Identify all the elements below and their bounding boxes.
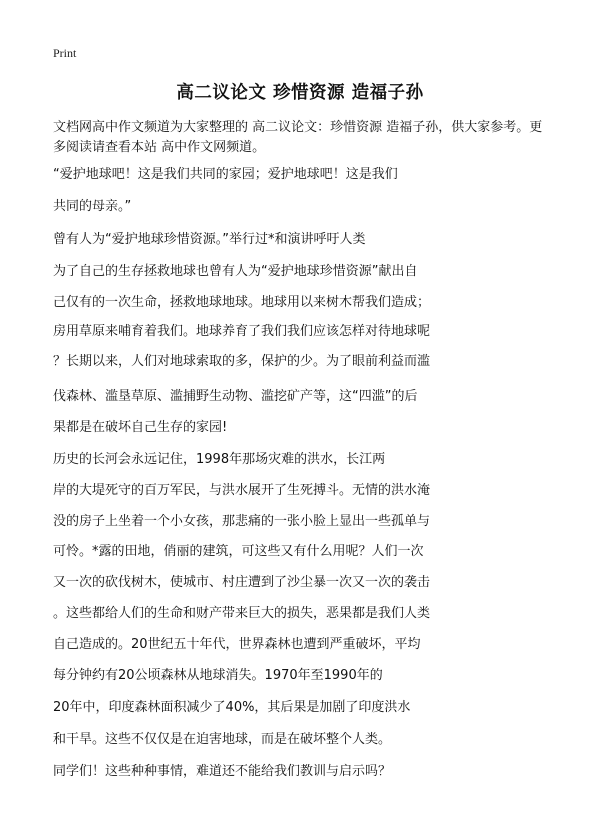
body-line: 自己造成的。20世纪五十年代，世界森林也遭到严重破坏，平均 (53, 637, 421, 652)
body-line: 和干旱。这些不仅仅是在迫害地球，而是在破坏整个人类。 (53, 732, 392, 747)
body-line: 20年中，印度森林面积减少了40%，其后果是加剧了印度洪水 (53, 700, 411, 715)
body-line: ？长期以来，人们对地球索取的多，保护的少。为了眼前利益而滥 (53, 354, 431, 369)
body-line: “爱护地球吧！这是我们共同的家园；爱护地球吧！这是我们 (53, 167, 398, 182)
body-line: 没的房子上坐着一个小女孩，那悲痛的一张小脸上显出一些孤单与 (53, 514, 431, 529)
body-line: 又一次的砍伐树木，使城市、村庄遭到了沙尘暴一次又一次的袭击 (53, 575, 431, 590)
body-line: 同学们！这些种种事情，难道还不能给我们教训与启示吗？ (53, 764, 392, 779)
body-line: 共同的母亲。” (53, 199, 132, 214)
body-line: 。这些都给人们的生命和财产带来巨大的损失，恶果都是我们人类 (53, 606, 431, 621)
body-line: 房用草原来哺育着我们。地球养育了我们我们应该怎样对待地球呢 (53, 324, 431, 339)
intro-paragraph: 文档网高中作文频道为大家整理的 高二议论文：珍惜资源 造福子孙，供大家参考。更多阅读请查看本站 高中作文网频道。 (53, 120, 543, 155)
print-link[interactable]: Print (53, 46, 77, 60)
body-line: 己仅有的一次生命，拯救地球地球。地球用以来树木帮我们造成； (53, 295, 431, 310)
body-line: 为了自己的生存拯救地球也曾有人为“爱护地球珍惜资源”献出自 (53, 264, 418, 279)
body-line: 伐森林、滥垦草原、滥捕野生动物、滥挖矿产等，这“四滥”的后 (53, 389, 418, 404)
body-line: 每分钟约有20公顷森林从地球消失。1970年至1990年的 (53, 668, 383, 683)
body-line: 果都是在破坏自己生存的家园! (53, 420, 228, 435)
body-line: 历史的长河会永远记住，1998年那场灾难的洪水，长江两 (53, 452, 386, 467)
body-line: 岸的大堤死守的百万军民，与洪水展开了生死搏斗。无情的洪水淹 (53, 483, 431, 498)
page-title: 高二议论文 珍惜资源 造福子孙 (176, 83, 424, 103)
body-line: 可怜。*露的田地，俏丽的建筑，可这些又有什么用呢？人们一次 (53, 544, 424, 559)
body-line: 曾有人为“爱护地球珍惜资源。”举行过*和演讲呼吁人类 (53, 232, 366, 247)
